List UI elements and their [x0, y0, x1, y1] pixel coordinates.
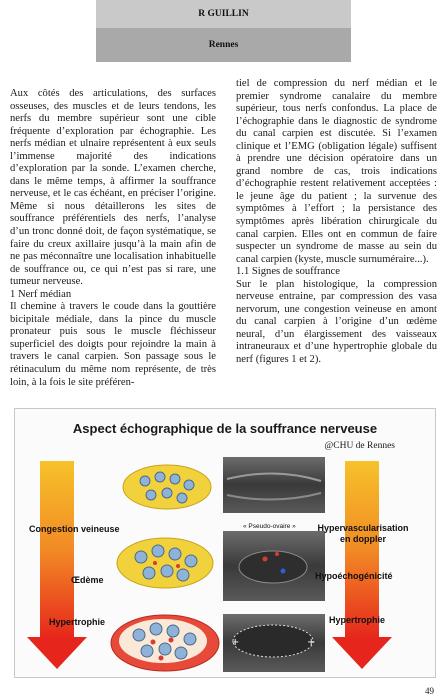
running-header-author: R GUILLIN [96, 0, 351, 28]
running-header-city: Rennes [96, 28, 351, 62]
label-hypervascularisation: Hypervascularisation en doppler [317, 523, 409, 544]
left-column [10, 88, 216, 389]
paragraph-nerf-median: Il chemine à travers le coude dans la gouttière bicipitale médiale, dans la pince du muscle pronateur puis sous le muscle fléchisseur superficiel des doigts pour rejoindre la main à travers le canal carpien. Son passage sous le rétinaculum du même nom représente, de très loin, à la fois le site préféren- [10, 301, 216, 388]
section-heading-nerf-median: 1 Nerf médian [10, 288, 72, 300]
figure-credit: @CHU de Rennes [324, 441, 395, 451]
svg-text:+: + [231, 637, 240, 648]
paragraph-canal-carpien: tiel de compression du nerf médian et le premier syndrome canalaire du membre supérieur, tous nerfs confondus. La place de l’échographie dans le diagnostic de syndrome du canal carpien est discutée. Si l’examen clinique et l’EMG (obligation légale) suffisent à prendre une décision opératoire dans un grand nombre de cas, trois indications d’échographie restent relativement acceptées : le jeune âge du patient ; la survenue des symptômes à l’effort ; la persistance des symptômes après libération chirurgicale du canal carpien. Elles ont en commun de faire suspecter un syndrome de masse au sein du canal carpien (kyste, muscle surnuméraire...). [236, 78, 437, 265]
left-gradient-arrow [27, 461, 87, 669]
label-hypertrophie-left: Hypertrophie [49, 617, 106, 627]
paragraph-intro: Aux côtés des articulations, des surfaces osseuses, des muscles et de leurs tendons, les nerfs du membre supérieur sont une cible fréquente d’exploration par échographie. Les nerfs médian et ulnaire représentent à eux seuls l’immense majorité des indications d’exploration par la sonde. L’examen cherche, dans le même temps, à affirmer la souffrance nerveuse, et le cas échéant, en préciser l’origine. Même si nous détaillerons les sites de souffrance préférentiels des nerfs, l’analyse d’un tronc donné doit, de façon systématique, se faire du creux axillaire jusqu’à la main afin de ne pas méconnaître une localisation inhabituelle de souffrance ou, ce qui n’est pas si rare, une tumeur nerveuse. [10, 88, 216, 288]
ultrasound-image-1 [223, 457, 325, 513]
label-congestion-veineuse: Congestion veineuse [29, 524, 120, 534]
page-number: 49 [425, 686, 434, 696]
svg-text:+: + [307, 637, 316, 648]
label-hypoechogenicite: Hypoéchogénicité [315, 571, 393, 581]
label-oedeme: Œdème [71, 575, 104, 585]
nerve-diagram-normal [123, 465, 211, 509]
figure-title: Aspect échographique de la souffrance nerveuse [72, 421, 378, 436]
section-heading-signes: 1.1 Signes de souffrance [236, 266, 340, 278]
pseudo-ovaire-label: « Pseudo-ovaire » [243, 523, 296, 530]
paragraph-histologie: Sur le plan histologique, la compression nerveuse entraine, par compression des vasa nervorum, une congestion veineuse en amont du canal carpien à l’origine d’un œdème neural, d’un élargissement des vaisseaux intraneuraux et d’une hypertrophie globale du nerf (figures 1 et 2). [236, 278, 437, 366]
ultrasound-image-2-doppler [223, 531, 325, 601]
label-hypertrophie-right: Hypertrophie [329, 615, 386, 625]
figure-ultrasound [14, 408, 436, 678]
nerve-diagram-oedeme [117, 538, 213, 588]
ultrasound-image-3 [223, 614, 325, 672]
nerve-diagram-hypertrophie [111, 615, 219, 671]
right-column [236, 78, 437, 367]
right-gradient-arrow [332, 461, 392, 669]
